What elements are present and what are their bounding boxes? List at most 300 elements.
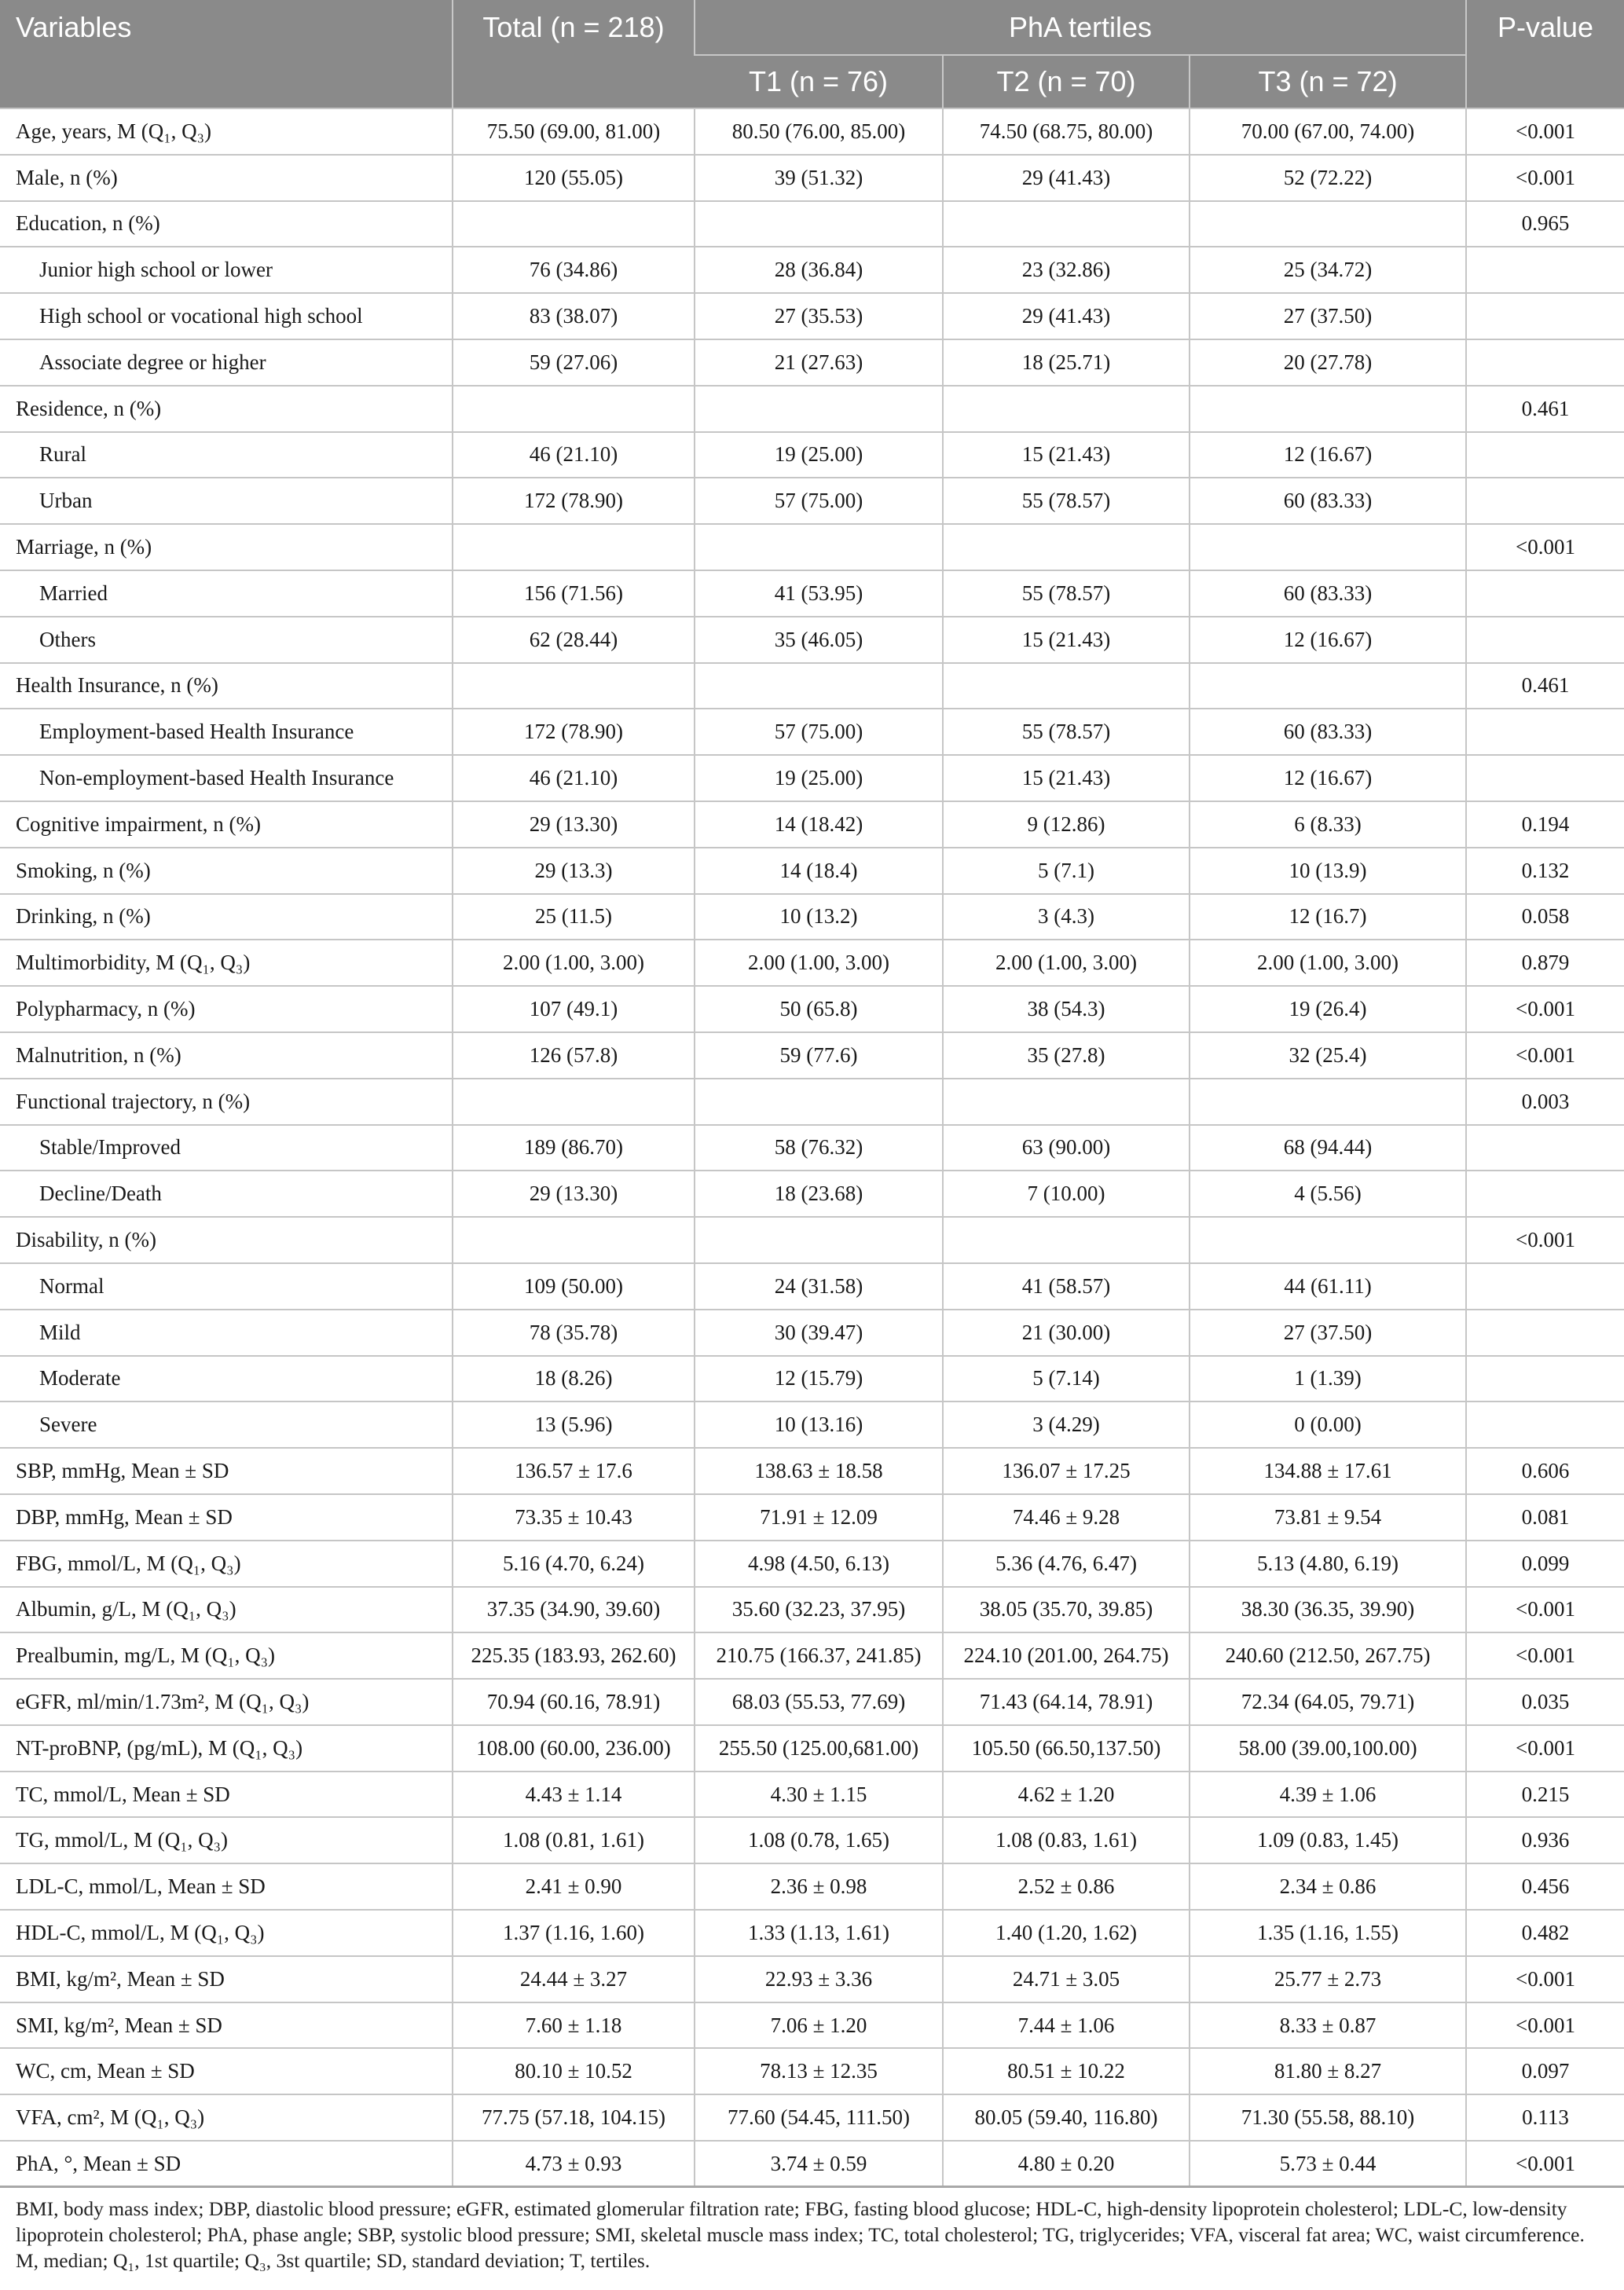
row-label: Drinking, n (%) xyxy=(0,894,453,940)
t2-cell: 29 (41.43) xyxy=(943,155,1190,201)
p-value-cell: 0.965 xyxy=(1466,201,1624,247)
t2-cell: 105.50 (66.50,137.50) xyxy=(943,1725,1190,1772)
t1-cell: 68.03 (55.53, 77.69) xyxy=(695,1679,943,1725)
p-value-cell: 0.879 xyxy=(1466,940,1624,986)
t2-cell: 9 (12.86) xyxy=(943,801,1190,848)
p-value-cell: 0.003 xyxy=(1466,1079,1624,1125)
t3-cell: 38.30 (36.35, 39.90) xyxy=(1190,1587,1466,1633)
total-cell: 77.75 (57.18, 104.15) xyxy=(453,2094,695,2141)
t1-cell xyxy=(695,201,943,247)
t3-cell: 6 (8.33) xyxy=(1190,801,1466,848)
p-value-cell xyxy=(1466,1356,1624,1402)
p-value-cell xyxy=(1466,293,1624,339)
row-label: Albumin, g/L, M (Q₁, Q₃) xyxy=(0,1587,453,1633)
t2-cell: 24.71 ± 3.05 xyxy=(943,1956,1190,2002)
p-value-cell: <0.001 xyxy=(1466,1725,1624,1772)
p-value-cell: 0.215 xyxy=(1466,1772,1624,1818)
t1-cell: 78.13 ± 12.35 xyxy=(695,2048,943,2094)
p-value-cell: <0.001 xyxy=(1466,1217,1624,1263)
t3-cell: 5.73 ± 0.44 xyxy=(1190,2141,1466,2187)
t1-cell: 1.08 (0.78, 1.65) xyxy=(695,1817,943,1863)
row-label: Decline/Death xyxy=(0,1171,453,1217)
t2-cell: 136.07 ± 17.25 xyxy=(943,1448,1190,1494)
t2-cell: 21 (30.00) xyxy=(943,1310,1190,1356)
row-label: Others xyxy=(0,617,453,663)
t1-cell: 27 (35.53) xyxy=(695,293,943,339)
t1-cell: 71.91 ± 12.09 xyxy=(695,1494,943,1541)
row-label: Malnutrition, n (%) xyxy=(0,1032,453,1079)
t2-cell: 1.08 (0.83, 1.61) xyxy=(943,1817,1190,1863)
total-cell: 62 (28.44) xyxy=(453,617,695,663)
t3-cell: 70.00 (67.00, 74.00) xyxy=(1190,108,1466,155)
t3-cell: 71.30 (55.58, 88.10) xyxy=(1190,2094,1466,2141)
t3-cell: 8.33 ± 0.87 xyxy=(1190,2002,1466,2049)
p-value-cell: 0.194 xyxy=(1466,801,1624,848)
table-row xyxy=(0,432,1624,478)
t1-cell: 210.75 (166.37, 241.85) xyxy=(695,1632,943,1679)
table-row xyxy=(0,339,1624,386)
t3-cell: 32 (25.4) xyxy=(1190,1032,1466,1079)
table-row xyxy=(0,801,1624,848)
row-label: Education, n (%) xyxy=(0,201,453,247)
row-label: SMI, kg/m², Mean ± SD xyxy=(0,2002,453,2049)
p-value-cell: <0.001 xyxy=(1466,1632,1624,1679)
p-value-cell: <0.001 xyxy=(1466,524,1624,570)
p-value-cell xyxy=(1466,709,1624,755)
t3-cell: 12 (16.67) xyxy=(1190,755,1466,801)
row-label: Stable/Improved xyxy=(0,1125,453,1171)
t2-cell: 5 (7.14) xyxy=(943,1356,1190,1402)
row-label: VFA, cm², M (Q₁, Q₃) xyxy=(0,2094,453,2141)
row-label: Disability, n (%) xyxy=(0,1217,453,1263)
t1-cell: 19 (25.00) xyxy=(695,755,943,801)
table-row xyxy=(0,1125,1624,1171)
t2-cell: 55 (78.57) xyxy=(943,570,1190,617)
t3-cell: 81.80 ± 8.27 xyxy=(1190,2048,1466,2094)
row-label: DBP, mmHg, Mean ± SD xyxy=(0,1494,453,1541)
p-value-cell: 0.461 xyxy=(1466,386,1624,432)
t2-cell: 35 (27.8) xyxy=(943,1032,1190,1079)
row-label: Moderate xyxy=(0,1356,453,1402)
total-cell: 5.16 (4.70, 6.24) xyxy=(453,1541,695,1587)
row-label: Functional trajectory, n (%) xyxy=(0,1079,453,1125)
t1-cell: 57 (75.00) xyxy=(695,478,943,524)
p-value-cell xyxy=(1466,478,1624,524)
row-label: HDL-C, mmol/L, M (Q₁, Q₃) xyxy=(0,1910,453,1956)
table-body xyxy=(0,108,1624,2187)
t3-cell xyxy=(1190,1079,1466,1125)
table-row xyxy=(0,2141,1624,2187)
row-label: LDL-C, mmol/L, Mean ± SD xyxy=(0,1863,453,1910)
total-cell: 46 (21.10) xyxy=(453,432,695,478)
t2-cell: 80.51 ± 10.22 xyxy=(943,2048,1190,2094)
t3-cell: 60 (83.33) xyxy=(1190,570,1466,617)
p-value-cell xyxy=(1466,1263,1624,1310)
t3-cell: 12 (16.67) xyxy=(1190,617,1466,663)
p-value-cell xyxy=(1466,1125,1624,1171)
table-row xyxy=(0,2002,1624,2049)
t3-cell: 44 (61.11) xyxy=(1190,1263,1466,1310)
t2-cell: 4.62 ± 1.20 xyxy=(943,1772,1190,1818)
table-footnote: BMI, body mass index; DBP, diastolic blood pressure; eGFR, estimated glomerular filtration rate; FBG, fasting blood glucose; HDL-C, high-density lipoprotein cholesterol; LDL-C, low-density lipoprotein cholesterol; PhA, phase angle; SBP, systolic blood pressure; SMI, skeletal muscle mass index; TC, total cholesterol; TG, triglycerides; VFA, visceral fat area; WC, waist circumference. M, median; Q₁, 1st quartile; Q₃, 3st quartile; SD, standard deviation; T, tertiles. xyxy=(16,2197,1585,2273)
t1-cell: 59 (77.6) xyxy=(695,1032,943,1079)
total-cell: 18 (8.26) xyxy=(453,1356,695,1402)
row-label: Multimorbidity, M (Q₁, Q₃) xyxy=(0,940,453,986)
t3-cell: 12 (16.67) xyxy=(1190,432,1466,478)
t1-cell: 41 (53.95) xyxy=(695,570,943,617)
row-label: Prealbumin, mg/L, M (Q₁, Q₃) xyxy=(0,1632,453,1679)
t1-cell: 4.30 ± 1.15 xyxy=(695,1772,943,1818)
row-label: TG, mmol/L, M (Q₁, Q₃) xyxy=(0,1817,453,1863)
t1-cell: 2.00 (1.00, 3.00) xyxy=(695,940,943,986)
table-row xyxy=(0,894,1624,940)
table-row xyxy=(0,755,1624,801)
t2-cell: 3 (4.3) xyxy=(943,894,1190,940)
total-cell: 29 (13.30) xyxy=(453,1171,695,1217)
t1-cell xyxy=(695,663,943,709)
p-value-cell: 0.132 xyxy=(1466,848,1624,894)
row-label: Health Insurance, n (%) xyxy=(0,663,453,709)
t3-cell: 68 (94.44) xyxy=(1190,1125,1466,1171)
p-value-cell xyxy=(1466,247,1624,293)
total-cell: 4.73 ± 0.93 xyxy=(453,2141,695,2187)
t1-cell xyxy=(695,1217,943,1263)
p-value-cell: 0.113 xyxy=(1466,2094,1624,2141)
p-value-cell: 0.058 xyxy=(1466,894,1624,940)
p-value-cell: <0.001 xyxy=(1466,2141,1624,2187)
t1-cell: 35.60 (32.23, 37.95) xyxy=(695,1587,943,1633)
table-row xyxy=(0,848,1624,894)
t3-cell: 2.00 (1.00, 3.00) xyxy=(1190,940,1466,986)
table-row xyxy=(0,2094,1624,2141)
t1-cell: 80.50 (76.00, 85.00) xyxy=(695,108,943,155)
t1-cell: 1.33 (1.13, 1.61) xyxy=(695,1910,943,1956)
t2-cell: 1.40 (1.20, 1.62) xyxy=(943,1910,1190,1956)
total-cell xyxy=(453,1079,695,1125)
total-cell: 70.94 (60.16, 78.91) xyxy=(453,1679,695,1725)
total-cell: 37.35 (34.90, 39.60) xyxy=(453,1587,695,1633)
t2-cell: 63 (90.00) xyxy=(943,1125,1190,1171)
table-row xyxy=(0,201,1624,247)
t1-cell: 4.98 (4.50, 6.13) xyxy=(695,1541,943,1587)
row-label: Urban xyxy=(0,478,453,524)
p-value-cell: <0.001 xyxy=(1466,1587,1624,1633)
total-cell: 13 (5.96) xyxy=(453,1401,695,1448)
table-row xyxy=(0,1263,1624,1310)
row-label: Cognitive impairment, n (%) xyxy=(0,801,453,848)
t2-cell xyxy=(943,663,1190,709)
t1-cell: 255.50 (125.00,681.00) xyxy=(695,1725,943,1772)
p-value-cell: 0.936 xyxy=(1466,1817,1624,1863)
table-row xyxy=(0,155,1624,201)
table-row xyxy=(0,1448,1624,1494)
table-row xyxy=(0,1956,1624,2002)
row-label: Residence, n (%) xyxy=(0,386,453,432)
total-cell: 172 (78.90) xyxy=(453,709,695,755)
table-row xyxy=(0,1032,1624,1079)
p-value-cell: <0.001 xyxy=(1466,1956,1624,2002)
total-cell: 80.10 ± 10.52 xyxy=(453,2048,695,2094)
total-cell: 1.08 (0.81, 1.61) xyxy=(453,1817,695,1863)
t1-cell: 50 (65.8) xyxy=(695,986,943,1032)
total-cell: 75.50 (69.00, 81.00) xyxy=(453,108,695,155)
table-row xyxy=(0,663,1624,709)
row-label: Associate degree or higher xyxy=(0,339,453,386)
t3-cell: 25 (34.72) xyxy=(1190,247,1466,293)
total-cell: 76 (34.86) xyxy=(453,247,695,293)
t1-cell: 12 (15.79) xyxy=(695,1356,943,1402)
row-label: Junior high school or lower xyxy=(0,247,453,293)
t3-cell: 12 (16.7) xyxy=(1190,894,1466,940)
t3-cell: 19 (26.4) xyxy=(1190,986,1466,1032)
p-value-cell: 0.099 xyxy=(1466,1541,1624,1587)
t3-cell: 60 (83.33) xyxy=(1190,478,1466,524)
t1-cell: 77.60 (54.45, 111.50) xyxy=(695,2094,943,2141)
row-label: Rural xyxy=(0,432,453,478)
table-row xyxy=(0,1401,1624,1448)
p-value-cell xyxy=(1466,1310,1624,1356)
total-cell: 126 (57.8) xyxy=(453,1032,695,1079)
t3-cell xyxy=(1190,1217,1466,1263)
p-value-cell: 0.461 xyxy=(1466,663,1624,709)
total-cell: 2.41 ± 0.90 xyxy=(453,1863,695,1910)
table-row xyxy=(0,478,1624,524)
t1-cell: 10 (13.2) xyxy=(695,894,943,940)
t1-cell: 35 (46.05) xyxy=(695,617,943,663)
row-label: Polypharmacy, n (%) xyxy=(0,986,453,1032)
t3-cell: 1 (1.39) xyxy=(1190,1356,1466,1402)
table-row xyxy=(0,1079,1624,1125)
t1-cell: 14 (18.4) xyxy=(695,848,943,894)
p-value-cell xyxy=(1466,570,1624,617)
row-label: High school or vocational high school xyxy=(0,293,453,339)
table-row xyxy=(0,247,1624,293)
t1-cell: 14 (18.42) xyxy=(695,801,943,848)
t1-cell: 28 (36.84) xyxy=(695,247,943,293)
table-row xyxy=(0,1217,1624,1263)
t3-cell xyxy=(1190,386,1466,432)
total-cell xyxy=(453,386,695,432)
p-value-cell: <0.001 xyxy=(1466,155,1624,201)
total-cell: 83 (38.07) xyxy=(453,293,695,339)
t1-cell: 3.74 ± 0.59 xyxy=(695,2141,943,2187)
total-cell: 29 (13.3) xyxy=(453,848,695,894)
total-cell: 78 (35.78) xyxy=(453,1310,695,1356)
total-cell: 107 (49.1) xyxy=(453,986,695,1032)
row-label: Non-employment-based Health Insurance xyxy=(0,755,453,801)
t3-cell: 1.09 (0.83, 1.45) xyxy=(1190,1817,1466,1863)
t3-cell: 52 (72.22) xyxy=(1190,155,1466,201)
row-label: Smoking, n (%) xyxy=(0,848,453,894)
total-cell: 2.00 (1.00, 3.00) xyxy=(453,940,695,986)
row-label: FBG, mmol/L, M (Q₁, Q₃) xyxy=(0,1541,453,1587)
header-t2: T2 (n = 70) xyxy=(943,55,1190,108)
t1-cell: 57 (75.00) xyxy=(695,709,943,755)
t2-cell: 3 (4.29) xyxy=(943,1401,1190,1448)
total-cell: 225.35 (183.93, 262.60) xyxy=(453,1632,695,1679)
table-row xyxy=(0,940,1624,986)
header-p-value: P-value xyxy=(1466,0,1624,108)
t3-cell: 0 (0.00) xyxy=(1190,1401,1466,1448)
t2-cell: 15 (21.43) xyxy=(943,617,1190,663)
t3-cell: 27 (37.50) xyxy=(1190,1310,1466,1356)
row-label: Employment-based Health Insurance xyxy=(0,709,453,755)
total-cell: 189 (86.70) xyxy=(453,1125,695,1171)
row-label: Male, n (%) xyxy=(0,155,453,201)
t3-cell xyxy=(1190,201,1466,247)
t2-cell: 4.80 ± 0.20 xyxy=(943,2141,1190,2187)
row-label: Severe xyxy=(0,1401,453,1448)
total-cell: 46 (21.10) xyxy=(453,755,695,801)
table-row xyxy=(0,709,1624,755)
row-label: Age, years, M (Q₁, Q₃) xyxy=(0,108,453,155)
t3-cell: 72.34 (64.05, 79.71) xyxy=(1190,1679,1466,1725)
table-row xyxy=(0,1772,1624,1818)
t1-cell: 22.93 ± 3.36 xyxy=(695,1956,943,2002)
row-label: PhA, °, Mean ± SD xyxy=(0,2141,453,2187)
t2-cell xyxy=(943,201,1190,247)
header-t3: T3 (n = 72) xyxy=(1190,55,1466,108)
t2-cell: 29 (41.43) xyxy=(943,293,1190,339)
t2-cell: 7.44 ± 1.06 xyxy=(943,2002,1190,2049)
total-cell: 108.00 (60.00, 236.00) xyxy=(453,1725,695,1772)
t2-cell: 38 (54.3) xyxy=(943,986,1190,1032)
t3-cell: 10 (13.9) xyxy=(1190,848,1466,894)
table-row xyxy=(0,1910,1624,1956)
t2-cell: 15 (21.43) xyxy=(943,755,1190,801)
t3-cell: 5.13 (4.80, 6.19) xyxy=(1190,1541,1466,1587)
total-cell: 156 (71.56) xyxy=(453,570,695,617)
table-row xyxy=(0,1632,1624,1679)
t1-cell: 30 (39.47) xyxy=(695,1310,943,1356)
t2-cell: 41 (58.57) xyxy=(943,1263,1190,1310)
row-label: WC, cm, Mean ± SD xyxy=(0,2048,453,2094)
p-value-cell: 0.482 xyxy=(1466,1910,1624,1956)
t2-cell xyxy=(943,1079,1190,1125)
p-value-cell: 0.097 xyxy=(1466,2048,1624,2094)
t1-cell: 19 (25.00) xyxy=(695,432,943,478)
table-row xyxy=(0,1679,1624,1725)
header-pha-tertiles: PhA tertiles xyxy=(695,0,1466,55)
table-row xyxy=(0,1310,1624,1356)
total-cell: 29 (13.30) xyxy=(453,801,695,848)
p-value-cell: <0.001 xyxy=(1466,1032,1624,1079)
header-variables: Variables xyxy=(0,0,453,108)
p-value-cell: 0.606 xyxy=(1466,1448,1624,1494)
t1-cell: 58 (76.32) xyxy=(695,1125,943,1171)
total-cell: 136.57 ± 17.6 xyxy=(453,1448,695,1494)
p-value-cell xyxy=(1466,1171,1624,1217)
t2-cell: 2.52 ± 0.86 xyxy=(943,1863,1190,1910)
row-label: Married xyxy=(0,570,453,617)
table-row xyxy=(0,524,1624,570)
p-value-cell: 0.035 xyxy=(1466,1679,1624,1725)
p-value-cell xyxy=(1466,339,1624,386)
total-cell: 172 (78.90) xyxy=(453,478,695,524)
total-cell: 120 (55.05) xyxy=(453,155,695,201)
t2-cell: 74.50 (68.75, 80.00) xyxy=(943,108,1190,155)
t2-cell: 23 (32.86) xyxy=(943,247,1190,293)
table-row xyxy=(0,293,1624,339)
table-row xyxy=(0,2048,1624,2094)
t3-cell: 4.39 ± 1.06 xyxy=(1190,1772,1466,1818)
t1-cell xyxy=(695,1079,943,1125)
t2-cell: 55 (78.57) xyxy=(943,709,1190,755)
t3-cell: 73.81 ± 9.54 xyxy=(1190,1494,1466,1541)
t3-cell: 1.35 (1.16, 1.55) xyxy=(1190,1910,1466,1956)
t2-cell: 55 (78.57) xyxy=(943,478,1190,524)
t3-cell: 4 (5.56) xyxy=(1190,1171,1466,1217)
t1-cell xyxy=(695,386,943,432)
table-row xyxy=(0,1587,1624,1633)
p-value-cell: <0.001 xyxy=(1466,986,1624,1032)
t1-cell: 138.63 ± 18.58 xyxy=(695,1448,943,1494)
t1-cell: 7.06 ± 1.20 xyxy=(695,2002,943,2049)
t3-cell xyxy=(1190,663,1466,709)
t2-cell: 38.05 (35.70, 39.85) xyxy=(943,1587,1190,1633)
t1-cell xyxy=(695,524,943,570)
total-cell: 109 (50.00) xyxy=(453,1263,695,1310)
t2-cell: 224.10 (201.00, 264.75) xyxy=(943,1632,1190,1679)
p-value-cell xyxy=(1466,755,1624,801)
t2-cell: 71.43 (64.14, 78.91) xyxy=(943,1679,1190,1725)
t2-cell: 15 (21.43) xyxy=(943,432,1190,478)
table-row xyxy=(0,108,1624,155)
t3-cell: 20 (27.78) xyxy=(1190,339,1466,386)
total-cell: 59 (27.06) xyxy=(453,339,695,386)
p-value-cell: 0.081 xyxy=(1466,1494,1624,1541)
table-row xyxy=(0,1494,1624,1541)
table-row xyxy=(0,1863,1624,1910)
total-cell xyxy=(453,1217,695,1263)
row-label: TC, mmol/L, Mean ± SD xyxy=(0,1772,453,1818)
row-label: BMI, kg/m², Mean ± SD xyxy=(0,1956,453,2002)
t1-cell: 21 (27.63) xyxy=(695,339,943,386)
t1-cell: 10 (13.16) xyxy=(695,1401,943,1448)
t3-cell xyxy=(1190,524,1466,570)
header-total: Total (n = 218) xyxy=(453,0,695,108)
t2-cell: 5 (7.1) xyxy=(943,848,1190,894)
t3-cell: 27 (37.50) xyxy=(1190,293,1466,339)
t2-cell: 80.05 (59.40, 116.80) xyxy=(943,2094,1190,2141)
table-row xyxy=(0,617,1624,663)
total-cell xyxy=(453,201,695,247)
total-cell: 7.60 ± 1.18 xyxy=(453,2002,695,2049)
p-value-cell xyxy=(1466,432,1624,478)
total-cell xyxy=(453,663,695,709)
table-row xyxy=(0,1171,1624,1217)
total-cell: 1.37 (1.16, 1.60) xyxy=(453,1910,695,1956)
total-cell: 4.43 ± 1.14 xyxy=(453,1772,695,1818)
t2-cell xyxy=(943,524,1190,570)
t1-cell: 2.36 ± 0.98 xyxy=(695,1863,943,1910)
t2-cell: 2.00 (1.00, 3.00) xyxy=(943,940,1190,986)
p-value-cell: 0.456 xyxy=(1466,1863,1624,1910)
total-cell: 25 (11.5) xyxy=(453,894,695,940)
table-row xyxy=(0,1725,1624,1772)
row-label: Mild xyxy=(0,1310,453,1356)
t1-cell: 39 (51.32) xyxy=(695,155,943,201)
t1-cell: 24 (31.58) xyxy=(695,1263,943,1310)
table-row xyxy=(0,386,1624,432)
t2-cell: 74.46 ± 9.28 xyxy=(943,1494,1190,1541)
t2-cell xyxy=(943,1217,1190,1263)
t3-cell: 58.00 (39.00,100.00) xyxy=(1190,1725,1466,1772)
row-label: eGFR, ml/min/1.73m², M (Q₁, Q₃) xyxy=(0,1679,453,1725)
p-value-cell: <0.001 xyxy=(1466,108,1624,155)
total-cell xyxy=(453,524,695,570)
table-row xyxy=(0,1356,1624,1402)
